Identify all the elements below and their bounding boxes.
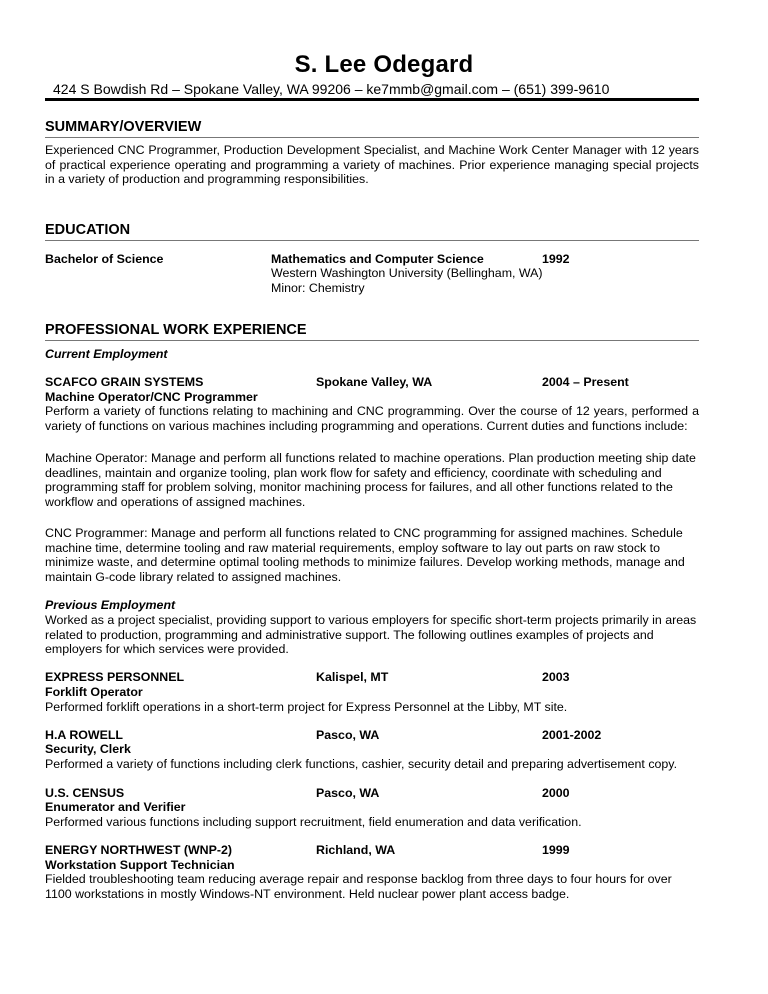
current-employment-label: Current Employment: [45, 347, 168, 361]
job-dates: 2001-2002: [542, 728, 602, 742]
contact-line: 424 S Bowdish Rd – Spokane Valley, WA 99206 – ke7mmb@gmail.com – (651) 399-9610: [53, 81, 610, 97]
previous-employment-intro: Worked as a project specialist, providing support to various employers for specific short-term projects primarily in areas related to production, programming and administrative support. The following outlines examples of projects and employers for which services were provided.: [45, 613, 697, 656]
job-location: Richland, WA: [316, 843, 396, 857]
education-major: Mathematics and Computer Science: [271, 252, 484, 266]
job-dates: 2004 – Present: [542, 375, 629, 389]
job-company: EXPRESS PERSONNEL: [45, 670, 185, 684]
job-role: Security, Clerk: [45, 742, 131, 756]
cnc-programmer-duties: CNC Programmer: Manage and perform all functions related to CNC programming for assigned machines. Schedule machine time, determine tooling and raw material requirements, employ software to lay out parts on raw stock to minimize waste, and determine optimal tooling methods to minimize failures. Develop working methods, manage and maintain G-code library related to assigned machines.: [45, 526, 685, 584]
section-title-summary: SUMMARY/OVERVIEW: [45, 119, 202, 135]
job-company: ENERGY NORTHWEST (WNP-2): [45, 843, 233, 857]
section-divider: [45, 240, 699, 241]
job-description: Perform a variety of functions relating to machining and CNC programming. Over the course of 12 years, performed a variety of functions on various machines including programming and operations. Current duties and functions include:: [45, 404, 699, 433]
section-divider: [45, 340, 699, 341]
job-dates: 2003: [542, 670, 570, 684]
job-location: Kalispel, MT: [316, 670, 389, 684]
job-description: Performed a variety of functions including clerk functions, cashier, security detail and preparing advertisement copy.: [45, 757, 678, 771]
education-minor: Minor: Chemistry: [271, 281, 365, 295]
education-year: 1992: [542, 252, 570, 266]
job-description: Performed various functions including support recruitment, field enumeration and data verification.: [45, 815, 582, 829]
job-company: SCAFCO GRAIN SYSTEMS: [45, 375, 204, 389]
section-title-experience: PROFESSIONAL WORK EXPERIENCE: [45, 322, 307, 338]
job-company: H.A ROWELL: [45, 728, 124, 742]
summary-text: Experienced CNC Programmer, Production Development Specialist, and Machine Work Center Manager with 12 years of practical experience operating and programming a variety of machines. Prior experience managing special projects in a variety of production and programming responsibilities.: [45, 143, 699, 186]
machine-operator-duties: Machine Operator: Manage and perform all functions related to machine operations. Plan production meeting ship date deadlines, maintain and organize tooling, plan work flow for safety and efficiency, coordinate with scheduling and programming staff for problem solving, monitor machining process for failures, and all other functions related to the workflow and operations of assigned machines.: [45, 451, 696, 509]
job-description: Fielded troubleshooting team reducing average repair and response backlog from three days to four hours for over 1100 workstations in mostly Windows-NT environment. Held nuclear power plant access badge.: [45, 872, 672, 901]
header-divider: [45, 98, 699, 101]
job-company: U.S. CENSUS: [45, 786, 125, 800]
job-role: Workstation Support Technician: [45, 858, 235, 872]
job-role: Enumerator and Verifier: [45, 800, 186, 814]
job-location: Pasco, WA: [316, 728, 380, 742]
job-dates: 2000: [542, 786, 570, 800]
job-role: Forklift Operator: [45, 685, 143, 699]
previous-employment-label: Previous Employment: [45, 598, 176, 612]
resume-name: S. Lee Odegard: [294, 51, 474, 78]
section-title-education: EDUCATION: [45, 222, 131, 238]
section-divider: [45, 137, 699, 138]
education-school: Western Washington University (Bellingham, WA): [271, 266, 543, 280]
job-dates: 1999: [542, 843, 570, 857]
education-degree: Bachelor of Science: [45, 252, 164, 266]
job-location: Pasco, WA: [316, 786, 380, 800]
job-role: Machine Operator/CNC Programmer: [45, 390, 258, 404]
job-location: Spokane Valley, WA: [316, 375, 433, 389]
job-description: Performed forklift operations in a short-term project for Express Personnel at the Libby, MT site.: [45, 700, 568, 714]
